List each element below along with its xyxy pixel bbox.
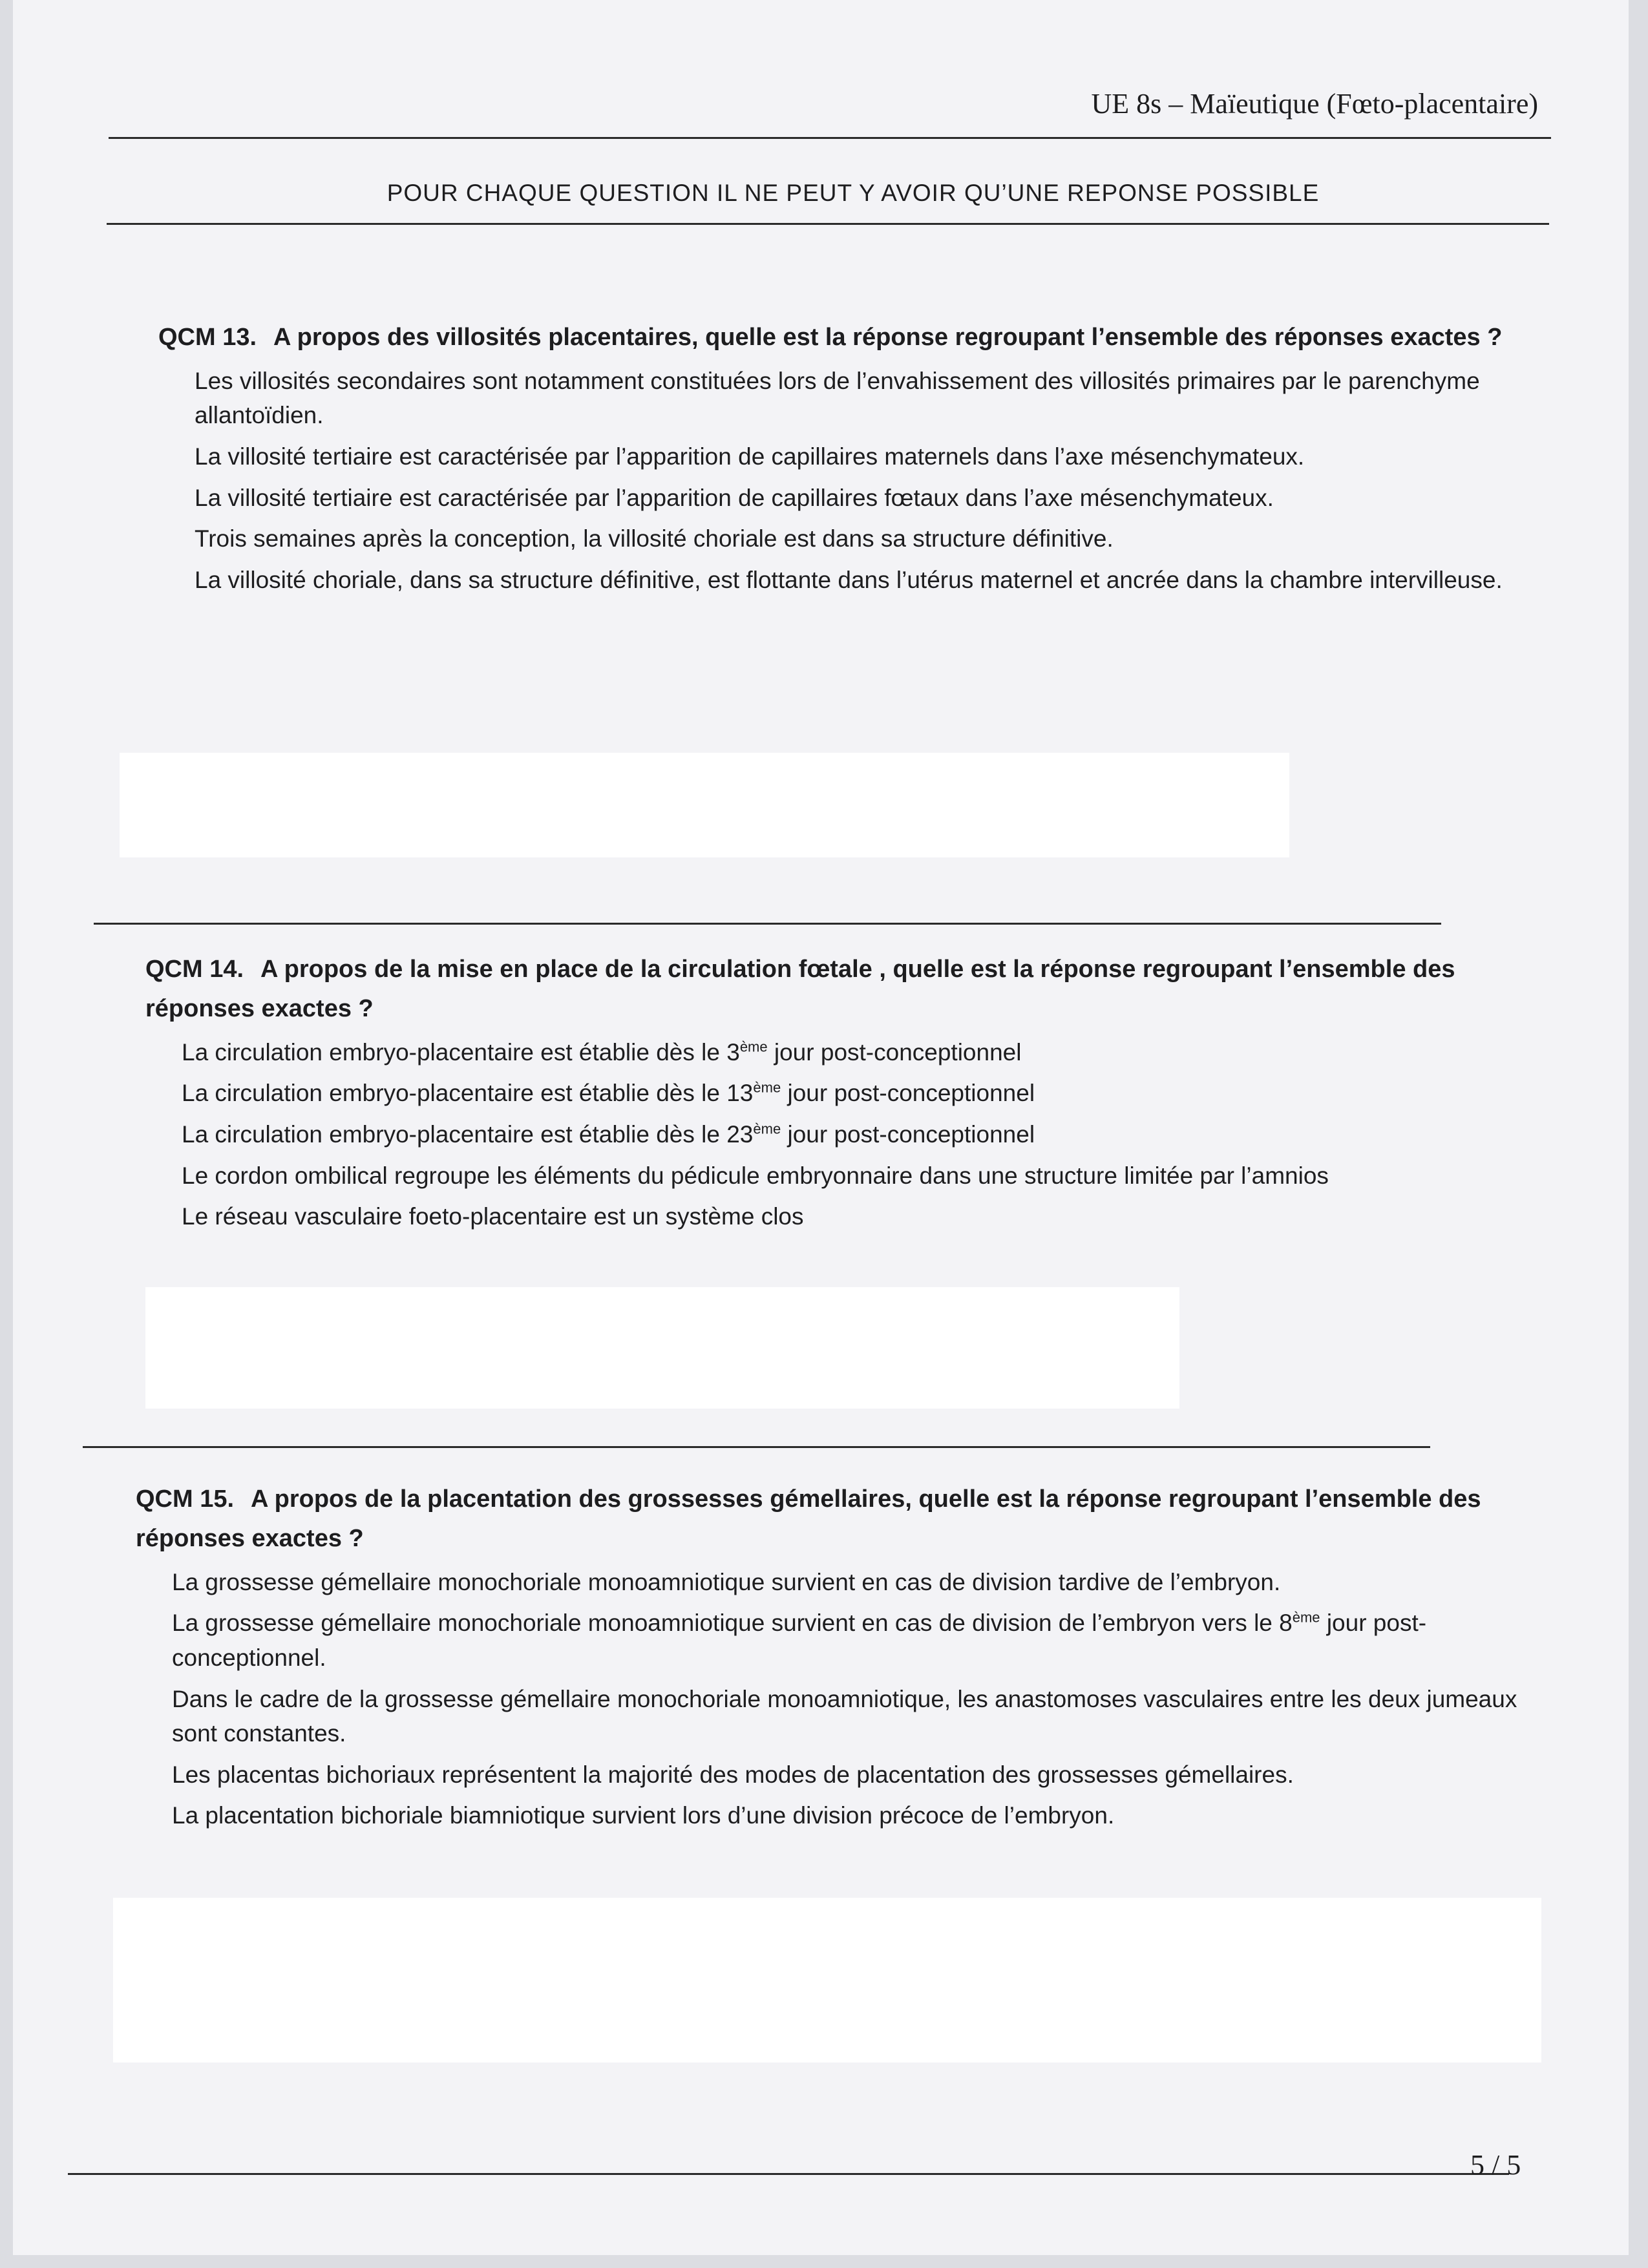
page-number: 5 / 5	[1470, 2149, 1521, 2181]
question-15	[136, 1480, 1545, 1840]
answer-text-end: jour post-conceptionnel	[781, 1080, 1035, 1107]
question-title	[136, 1480, 1545, 1559]
answer-item	[136, 1682, 1545, 1751]
answer-item	[136, 1798, 1545, 1833]
answer-text: La villosité choriale, dans sa structure définitive, est flottante dans l’utérus maternel et ancrée dans la chambre intervilleuse.	[195, 567, 1503, 593]
answer-text: La grossesse gémellaire monochoriale monoamniotique survient en cas de division tardive de l’embryon.	[172, 1568, 1281, 1595]
answer-item	[158, 563, 1541, 598]
answer-item	[158, 439, 1541, 474]
redaction-box	[120, 753, 1289, 857]
answer-superscript: ème	[753, 1120, 781, 1137]
question-text: A propos de la mise en place de la circulation fœtale , quelle est la réponse regroupant l’ensemble des réponses exactes ?	[145, 956, 1455, 1022]
answer-item	[158, 521, 1541, 556]
answer-item	[158, 364, 1541, 433]
answer-item	[136, 1565, 1545, 1600]
answer-item	[145, 1035, 1554, 1070]
question-number: QCM 13.	[158, 324, 257, 351]
question-text: A propos des villosités placentaires, quelle est la réponse regroupant l’ensemble des réponses exactes ?	[273, 324, 1503, 351]
answer-text-end: jour post-conceptionnel.	[172, 1610, 1427, 1671]
answer-text: La villosité tertiaire est caractérisée par l’apparition de capillaires fœtaux dans l’axe mésenchymateux.	[195, 484, 1274, 511]
question-title	[158, 318, 1541, 357]
answer-item	[136, 1606, 1545, 1675]
answer-superscript: ème	[739, 1038, 768, 1055]
answer-text: Les placentas bichoriaux représentent la majorité des modes de placentation des grossesses gémellaires.	[172, 1761, 1294, 1788]
answer-item	[145, 1199, 1554, 1234]
answer-text: La circulation embryo-placentaire est établie dès le 3	[182, 1038, 740, 1066]
answer-text: La villosité tertiaire est caractérisée par l’apparition de capillaires maternels dans l’axe mésenchymateux.	[195, 443, 1305, 470]
answer-item	[145, 1076, 1554, 1111]
answer-text: La circulation embryo-placentaire est établie dès le 23	[182, 1120, 754, 1148]
answer-item	[136, 1758, 1545, 1792]
course-header: UE 8s – Maïeutique (Fœto-placentaire)	[1091, 88, 1538, 120]
answer-text-end: jour post-conceptionnel	[781, 1120, 1035, 1148]
section-rule	[83, 1446, 1430, 1448]
question-14	[145, 950, 1554, 1241]
redaction-box	[113, 1898, 1541, 2063]
question-text: A propos de la placentation des grossesses gémellaires, quelle est la réponse regroupant l’ensemble des réponses exactes ?	[136, 1486, 1481, 1552]
answer-item	[158, 481, 1541, 516]
answer-text: Les villosités secondaires sont notamment constituées lors de l’envahissement des villosités primaires par le parenchyme allantoïdien.	[195, 367, 1480, 429]
banner-rule	[107, 223, 1549, 225]
answer-superscript: ème	[1292, 1609, 1320, 1626]
answer-text: La circulation embryo-placentaire est établie dès le 13	[182, 1080, 754, 1107]
answer-item	[145, 1159, 1554, 1193]
question-13	[158, 318, 1541, 604]
header-rule	[109, 137, 1551, 139]
answer-text: Dans le cadre de la grossesse gémellaire monochoriale monoamniotique, les anastomoses vasculaires entre les deux jumeaux sont constantes.	[172, 1685, 1517, 1747]
answer-item	[145, 1117, 1554, 1152]
answer-text: Le réseau vasculaire foeto-placentaire est un système clos	[182, 1203, 804, 1230]
answer-text: Le cordon ombilical regroupe les éléments du pédicule embryonnaire dans une structure limitée par l’amnios	[182, 1162, 1329, 1189]
instruction-banner: POUR CHAQUE QUESTION IL NE PEUT Y AVOIR QU’UNE REPONSE POSSIBLE	[386, 180, 1320, 206]
answer-text: La placentation bichoriale biamniotique survient lors d’une division précoce de l’embryon.	[172, 1802, 1115, 1829]
redaction-box	[145, 1287, 1179, 1409]
answer-text: La grossesse gémellaire monochoriale monoamniotique survient en cas de division de l’embryon vers le 8	[172, 1610, 1293, 1637]
question-title	[145, 950, 1554, 1029]
question-number: QCM 15.	[136, 1486, 235, 1513]
footer-rule	[68, 2173, 1509, 2175]
answer-superscript: ème	[753, 1079, 781, 1096]
question-number: QCM 14.	[145, 956, 244, 983]
answer-text: Trois semaines après la conception, la villosité choriale est dans sa structure définitive.	[195, 525, 1114, 552]
section-rule	[94, 923, 1441, 925]
exam-page	[13, 0, 1629, 2255]
answer-text-end: jour post-conceptionnel	[767, 1038, 1022, 1066]
